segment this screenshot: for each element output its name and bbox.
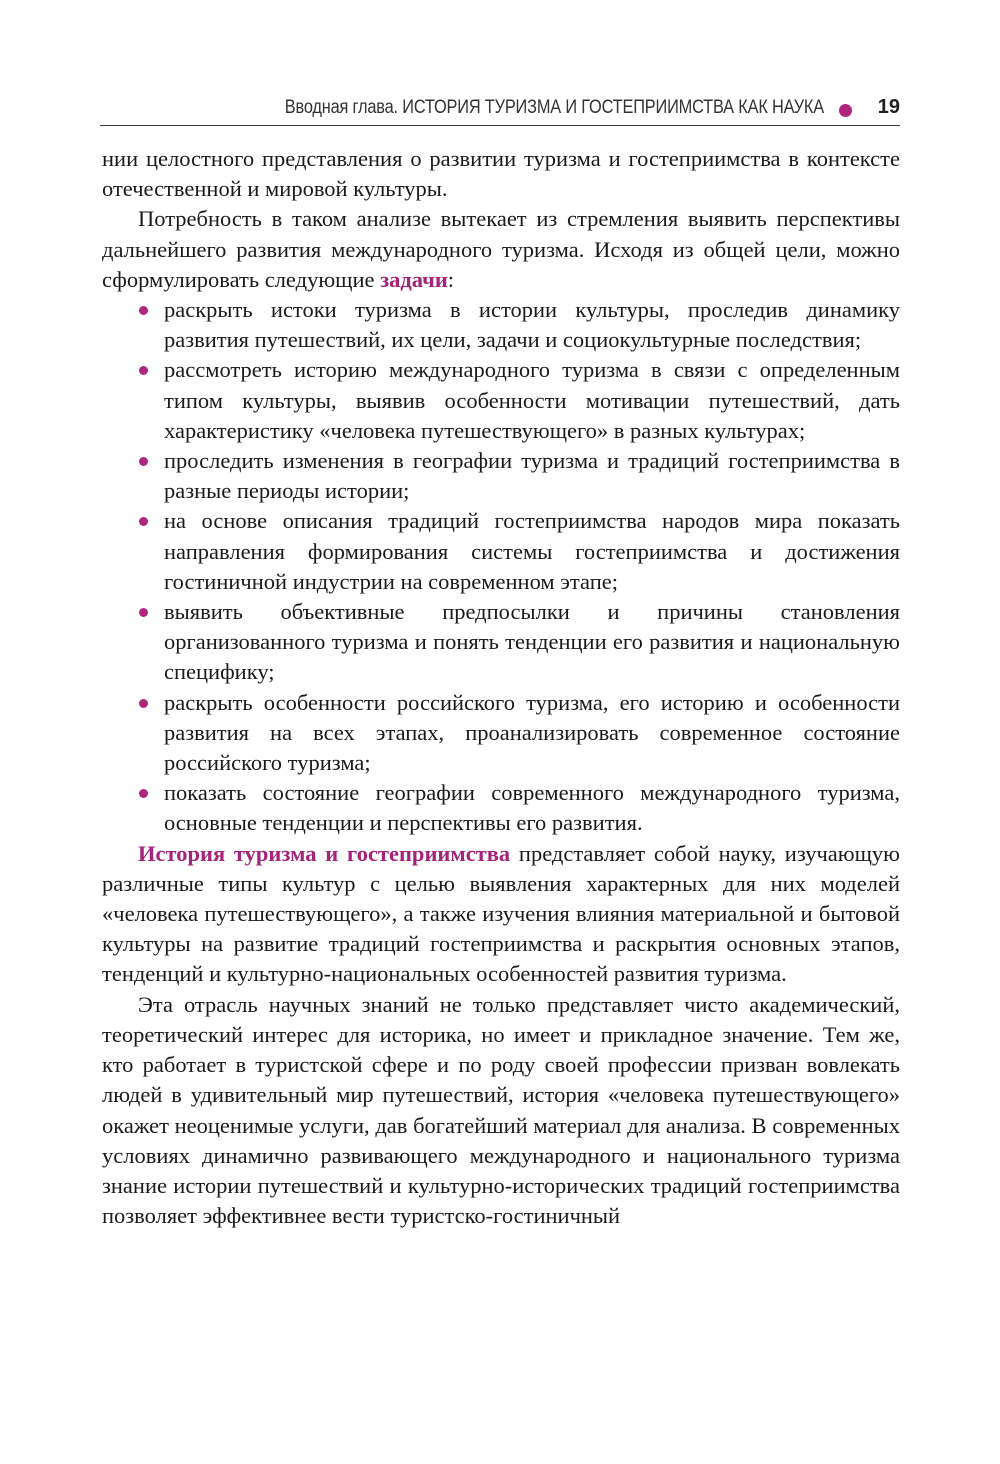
bullet-icon — [139, 608, 148, 617]
list-item — [164, 688, 900, 779]
bullet-icon — [139, 789, 148, 798]
bullet-icon — [139, 366, 148, 375]
list-item — [164, 295, 900, 355]
definition-term: История туризма и гостеприимства — [138, 840, 511, 866]
list-item — [164, 446, 900, 506]
tasks-intro-colon: : — [447, 266, 455, 292]
list-item — [164, 355, 900, 446]
list-item-text: рассмотреть историю международного туризма в связи с определенным типом культуры, выявив особенности мотивации путешествий, дать характеристику «человека путешествующего» в разных культурах; — [164, 357, 900, 443]
paragraph-definition — [102, 839, 900, 990]
list-item-text: на основе описания традиций гостеприимства народов мира показать направления формирования системы гостеприимства и достижения гостиничной индустрии на современном этапе; — [164, 508, 900, 594]
page-number: 19 — [877, 96, 900, 118]
bullet-icon — [139, 457, 148, 466]
body-text — [102, 144, 900, 1231]
bullet-icon — [139, 517, 148, 526]
tasks-list — [102, 295, 900, 839]
list-item — [164, 597, 900, 688]
page-header — [100, 95, 900, 126]
paragraph-tasks-intro — [102, 204, 900, 295]
tasks-intro-text: Потребность в таком анализе вытекает из стремления выявить перспективы дальнейшего развития международного туризма. Исходя из общей цели, можно сформулировать следующие — [102, 206, 900, 292]
bullet-icon — [139, 699, 148, 708]
list-item — [164, 506, 900, 597]
list-item-text: выявить объективные предпосылки и причины становления организованного туризма и понять тенденции его развития и национальную специфику; — [164, 599, 900, 685]
definition-text: представляет собой науку, изучающую различные типы культур с целью выявления характерных для них моделей «человека путешествующего», а также изучения влияния материальной и бытовой культуры на развитие традиций гостеприимства и раскрытия основных этапов, тенденций и культурно-национальных особенностей развития туризма. — [102, 840, 900, 987]
header-dot-icon — [839, 104, 852, 117]
list-item-text: раскрыть особенности российского туризма, его историю и особенности развития на всех этапах, проанализировать современное состояние российского туризма; — [164, 689, 900, 776]
bullet-icon — [139, 306, 148, 315]
list-item-text: раскрыть истоки туризма в истории культуры, проследив динамику развития путешествий, их цели, задачи и социокультурные последствия; — [164, 297, 900, 353]
running-head: Вводная глава. ИСТОРИЯ ТУРИЗМА И ГОСТЕПРИИМСТВА КАК НАУКА — [284, 97, 824, 118]
paragraph-continuation: нии целостного представления о развитии туризма и гостеприимства в контексте отечественной и мировой культуры. — [102, 146, 900, 202]
list-item-text: проследить изменения в географии туризма и традиций гостеприимства в разные периоды истории; — [164, 448, 900, 504]
paragraph-significance: Эта отрасль научных знаний не только представляет чисто академический, теоретический интерес для историка, но имеет и прикладное значение. Тем же, кто работает в туристской сфере и по роду своей профессии призван вовлекать людей в удивительный мир путешествий, история «человека путешествующего» окажет неоценимые услуги, дав богатейший материал для анализа. В современных условиях динамично развивающего международного и национального туризма знание истории путешествий и культурно-исторических традиций гостеприимства позволяет эффективнее вести туристско-гостиничный — [102, 991, 900, 1229]
list-item-text: показать состояние географии современного международного туризма, основные тенденции и перспективы его развития. — [164, 780, 900, 836]
list-item — [164, 778, 900, 838]
tasks-term: задачи — [380, 266, 448, 292]
